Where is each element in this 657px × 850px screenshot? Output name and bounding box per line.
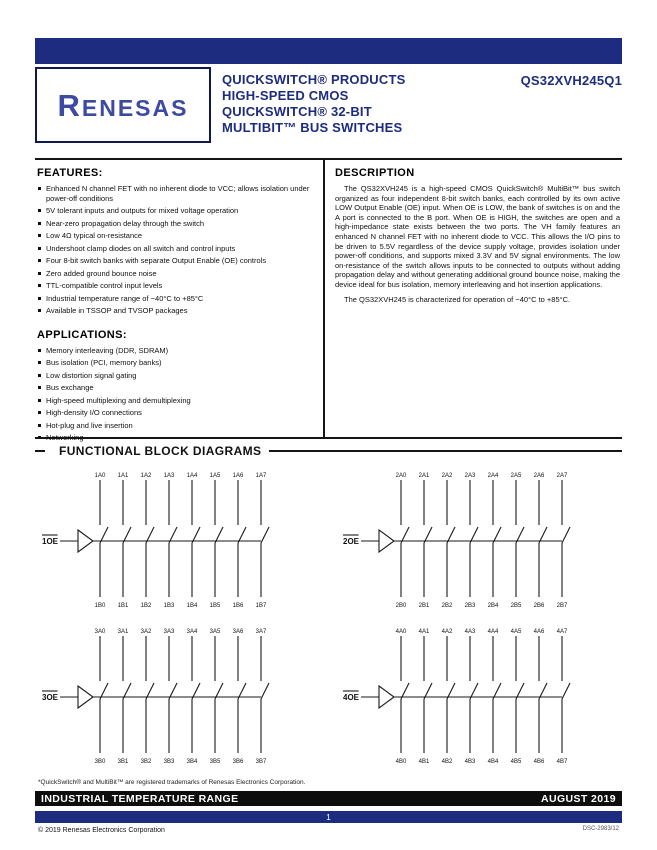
bus-switch-diagram [339, 622, 619, 770]
b-pin-label: 3B5 [209, 759, 221, 765]
oe-label: 1OE [42, 537, 59, 546]
feature-item: Industrial temperature range of −40°C to +85°C [37, 294, 313, 304]
bus-switch-diagram [339, 466, 619, 614]
b-pin-label: 1B4 [186, 603, 198, 609]
document-code: DSC-2983/12 [582, 826, 619, 832]
b-pin-label: 4B0 [395, 759, 407, 765]
switch-blade [261, 683, 269, 699]
oe-buffer-triangle [379, 530, 394, 552]
a-pin-label: 3A6 [232, 629, 244, 635]
temperature-range-bar [35, 791, 622, 806]
applications-heading: APPLICATIONS: [37, 328, 127, 341]
b-pin-label: 1B7 [255, 603, 267, 609]
b-pin-label: 1B2 [140, 603, 152, 609]
title-line-2: HIGH-SPEED CMOS [222, 88, 349, 103]
b-pin-label: 2B0 [395, 603, 407, 609]
feature-item: Undershoot clamp diodes on all switch and control inputs [37, 244, 313, 254]
oe-label: 3OE [42, 693, 59, 702]
feature-item: Available in TSSOP and TVSOP packages [37, 306, 313, 316]
a-pin-label: 4A4 [487, 629, 499, 635]
bus-switch-diagram [38, 466, 318, 614]
b-pin-label: 4B4 [487, 759, 499, 765]
b-pin-label: 1B0 [94, 603, 106, 609]
a-pin-label: 4A1 [418, 629, 430, 635]
a-pin-label: 2A7 [556, 473, 568, 479]
a-pin-label: 1A5 [209, 473, 221, 479]
a-pin-label: 1A0 [94, 473, 106, 479]
a-pin-label: 4A7 [556, 629, 568, 635]
heading-rule-left [35, 450, 45, 452]
b-pin-label: 2B6 [533, 603, 545, 609]
a-pin-label: 1A1 [117, 473, 129, 479]
trademark-footnote: *QuickSwitch® and MultiBit™ are registered trademarks of Renesas Electronics Corporation. [38, 779, 306, 786]
application-item: Networking [37, 433, 313, 443]
document-title [222, 72, 622, 136]
page-number-bar [35, 811, 622, 823]
a-pin-label: 1A3 [163, 473, 175, 479]
feature-item: 5V tolerant inputs and outputs for mixed voltage operation [37, 206, 313, 216]
oe-buffer-triangle [78, 686, 93, 708]
b-pin-label: 2B2 [441, 603, 453, 609]
bus-switch-diagram-bank1 [35, 466, 322, 614]
b-pin-label: 4B5 [510, 759, 522, 765]
part-number: QS32XVH245Q1 [520, 73, 622, 88]
page-number: 1 [326, 812, 331, 822]
bus-switch-diagram-bank4 [336, 622, 623, 770]
oe-label: 4OE [342, 693, 359, 702]
b-pin-label: 3B2 [140, 759, 152, 765]
a-pin-label: 3A5 [209, 629, 221, 635]
application-item: High-speed multiplexing and demultiplexing [37, 396, 313, 406]
bus-switch-diagram-bank2 [336, 466, 623, 614]
a-pin-label: 1A6 [232, 473, 244, 479]
b-pin-label: 3B6 [232, 759, 244, 765]
b-pin-label: 2B4 [487, 603, 499, 609]
b-pin-label: 4B1 [418, 759, 430, 765]
a-pin-label: 4A6 [533, 629, 545, 635]
a-pin-label: 3A3 [163, 629, 175, 635]
feature-item: Near-zero propagation delay through the switch [37, 219, 313, 229]
features-description-section [35, 158, 622, 442]
temperature-range-label: INDUSTRIAL TEMPERATURE RANGE [41, 792, 239, 805]
a-pin-label: 2A2 [441, 473, 453, 479]
a-pin-label: 2A3 [464, 473, 476, 479]
renesas-logo: RENESAS [57, 87, 189, 123]
a-pin-label: 4A2 [441, 629, 453, 635]
description-column [325, 160, 622, 437]
feature-item: Low 4Ω typical on-resistance [37, 231, 313, 241]
block-diagrams-grid [35, 466, 622, 770]
b-pin-label: 3B0 [94, 759, 106, 765]
a-pin-label: 3A4 [186, 629, 198, 635]
b-pin-label: 1B1 [117, 603, 129, 609]
copyright-notice: © 2019 Renesas Electronics Corporation [38, 827, 165, 834]
b-pin-label: 2B1 [418, 603, 430, 609]
block-diagrams-heading: FUNCTIONAL BLOCK DIAGRAMS [59, 444, 262, 458]
date-label: AUGUST 2019 [540, 792, 616, 805]
a-pin-label: 3A0 [94, 629, 106, 635]
a-pin-label: 3A2 [140, 629, 152, 635]
title-line-1: QUICKSWITCH® PRODUCTS [222, 72, 406, 87]
heading-rule [269, 450, 622, 452]
b-pin-label: 2B7 [556, 603, 568, 609]
application-item: Memory interleaving (DDR, SDRAM) [37, 346, 313, 356]
feature-item: Enhanced N channel FET with no inherent diode to VCC; allows isolation under power-off conditions [37, 184, 313, 203]
application-item: Hot-plug and live insertion [37, 421, 313, 431]
features-list [37, 184, 313, 316]
features-column [35, 160, 325, 442]
block-diagrams-header [35, 444, 622, 458]
title-line-3: QUICKSWITCH® 32-BIT [222, 104, 372, 119]
feature-item: TTL-compatible control input levels [37, 281, 313, 291]
b-pin-label: 1B6 [232, 603, 244, 609]
b-pin-label: 1B5 [209, 603, 221, 609]
application-item: High-density I/O connections [37, 408, 313, 418]
description-paragraph: The QS32XVH245 is characterized for operation of −40°C to +85°C. [344, 294, 571, 304]
a-pin-label: 2A5 [510, 473, 522, 479]
a-pin-label: 1A4 [186, 473, 198, 479]
switch-blade [261, 527, 269, 543]
oe-buffer-triangle [78, 530, 93, 552]
b-pin-label: 4B7 [556, 759, 568, 765]
feature-item: Zero added ground bounce noise [37, 269, 313, 279]
application-item: Low distortion signal gating [37, 371, 313, 381]
a-pin-label: 1A2 [140, 473, 152, 479]
switch-blade [562, 527, 570, 543]
application-item: Bus exchange [37, 383, 313, 393]
features-heading: FEATURES: [37, 167, 103, 179]
renesas-logo-box [35, 67, 211, 143]
b-pin-label: 1B3 [163, 603, 175, 609]
oe-label: 2OE [342, 537, 359, 546]
title-line-4: MULTIBIT™ BUS SWITCHES [222, 120, 403, 135]
b-pin-label: 2B5 [510, 603, 522, 609]
bus-switch-diagram [38, 622, 318, 770]
b-pin-label: 3B7 [255, 759, 267, 765]
a-pin-label: 1A7 [255, 473, 267, 479]
oe-buffer-triangle [379, 686, 394, 708]
description-paragraph: The QS32XVH245 is a high-speed CMOS QuickSwitch® MultiBit™ bus switch organized as four independent 8-bit switch banks, each controlled by its own active LOW Output Enable (OE) input. When OE is LOW, the bank of switches is on and the A port is connected to the B port. When OE is HIGH, the switches are open and a high-impedance state exists between the two ports. The VH family features an enhanced N channel FET with no inherent diode to VCC. This allows the I/O pins to be driven to 5.5V regardless of the device supply voltage, provides isolation under power-off conditions, and supports mixed 3.3V and 5V signal environments. The low on-resistance of the switch allows inputs to be connected to outputs without adding propagation delay and without generating additional ground bounce noise, making the device ideal for bus isolation, memory interleaving and hot insertion applications. [335, 184, 620, 289]
a-pin-label: 3A1 [117, 629, 129, 635]
a-pin-label: 4A3 [464, 629, 476, 635]
b-pin-label: 4B6 [533, 759, 545, 765]
b-pin-label: 3B4 [186, 759, 198, 765]
switch-blade [562, 683, 570, 699]
a-pin-label: 2A4 [487, 473, 499, 479]
a-pin-label: 2A0 [395, 473, 407, 479]
b-pin-label: 4B2 [441, 759, 453, 765]
bus-switch-diagram-bank3 [35, 622, 322, 770]
a-pin-label: 4A0 [395, 629, 407, 635]
a-pin-label: 2A1 [418, 473, 430, 479]
a-pin-label: 3A7 [255, 629, 267, 635]
application-item: Bus isolation (PCI, memory banks) [37, 358, 313, 368]
b-pin-label: 3B1 [117, 759, 129, 765]
b-pin-label: 3B3 [163, 759, 175, 765]
applications-list [37, 346, 313, 443]
description-heading: DESCRIPTION [335, 167, 415, 179]
b-pin-label: 2B3 [464, 603, 476, 609]
feature-item: Four 8-bit switch banks with separate Output Enable (OE) controls [37, 256, 313, 266]
top-accent-bar [35, 38, 622, 64]
a-pin-label: 4A5 [510, 629, 522, 635]
b-pin-label: 4B3 [464, 759, 476, 765]
a-pin-label: 2A6 [533, 473, 545, 479]
